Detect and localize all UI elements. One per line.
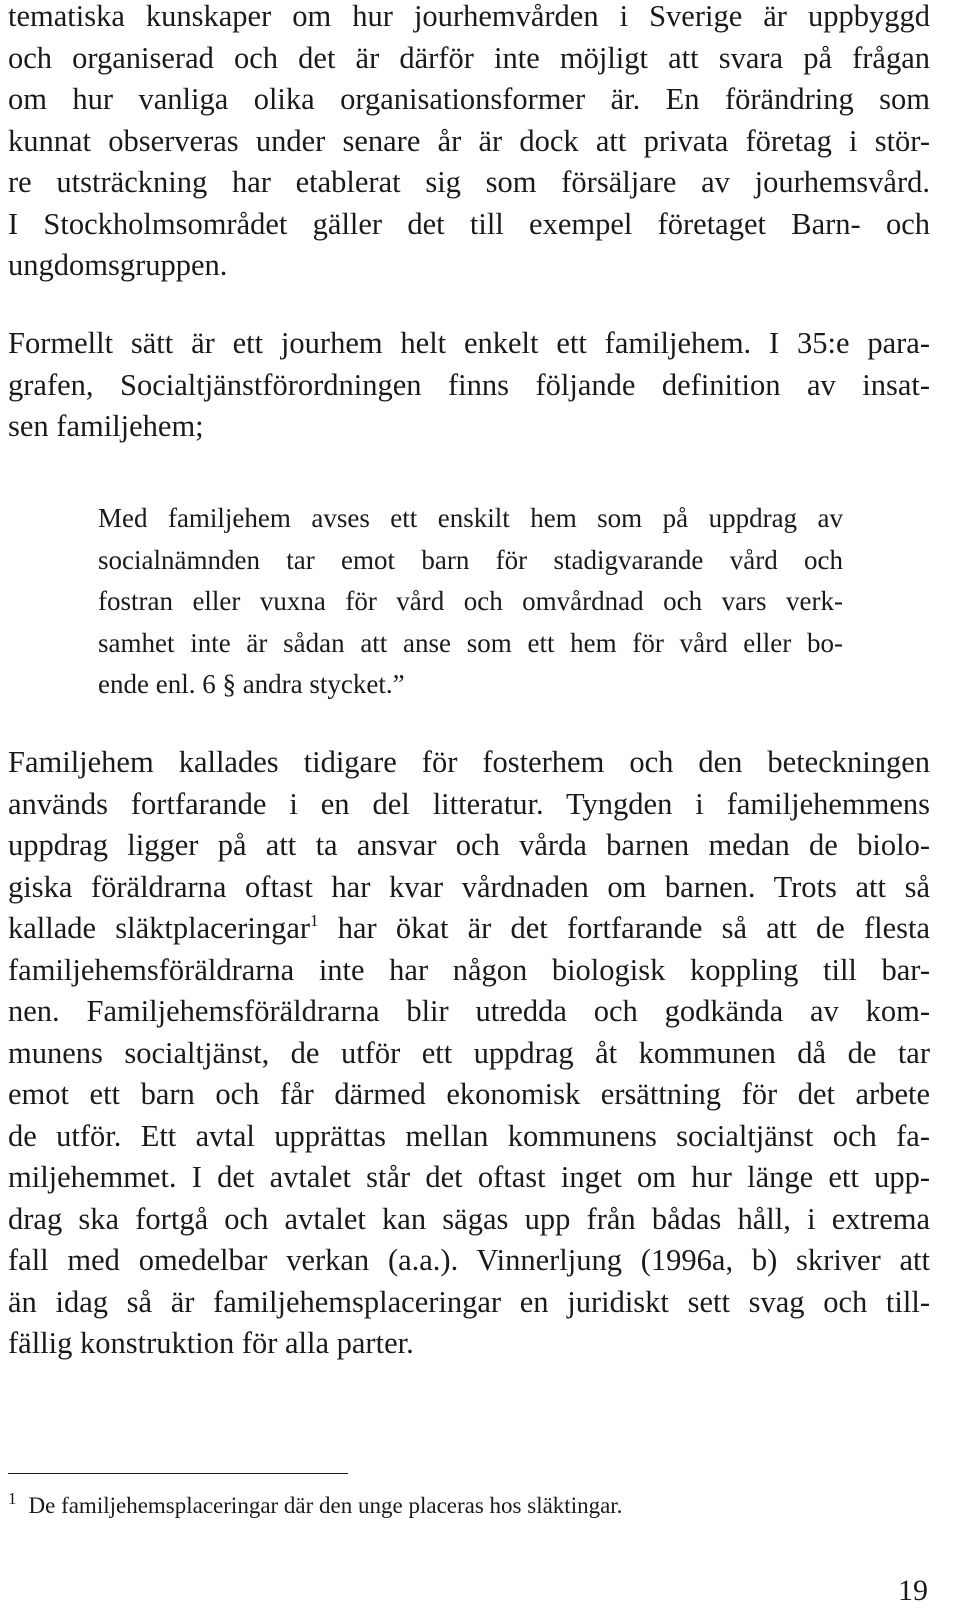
text-line: miljehemmet. I det avtalet står det oftast inget om hur länge ett upp- [8,1160,930,1194]
block-quote [98,498,843,706]
text-line: de utför. Ett avtal upprättas mellan kommunens socialtjänst och fa- [8,1118,930,1153]
footnote-divider [8,1473,348,1474]
paragraph-familjehem-description [8,742,930,1365]
text-line: används fortfarande i en del litteratur. Tyngden i familjehemmens [8,786,930,821]
text-line: och organiserad och det är därför inte möjligt att svara på frågan [8,40,930,75]
text-line: kunnat observeras under senare år är dock att privata företag i stör- [8,123,930,158]
text-line: munens socialtjänst, de utför ett uppdrag åt kommunen då de tar [8,1035,930,1070]
text-line: fall med omedelbar verkan (a.a.). Vinnerljung (1996a, b) skriver att [8,1243,930,1277]
text-segment: har ökat är det fortfarande så att de flesta [337,911,931,945]
text-line: emot ett barn och får därmed ekonomisk ersättning för det arbete [8,1077,930,1111]
text-line: än idag så är familjehemsplaceringar en juridiskt sett svag och till- [8,1284,930,1319]
text-line-with-footnote [8,908,930,950]
text-line: grafen, Socialtjänstförordningen finns följande definition av insat- [8,367,930,402]
text-line: sen familjehem; [8,409,204,443]
quote-line: samhet inte är sådan att anse som ett hem för vård eller bo- [98,627,843,658]
text-line: drag ska fortgå och avtalet kan sägas upp från bådas håll, i extrema [8,1201,930,1236]
footnote-reference[interactable]: 1 [310,911,319,930]
page-number: 19 [898,1574,928,1607]
text-segment: kallade släktplaceringar [8,911,311,945]
footnote-number: 1 [8,1489,17,1508]
text-line: fällig konstruktion för alla parter. [8,1326,414,1360]
text-line: uppdrag ligger på att ta ansvar och vårda barnen medan de biolo- [8,828,930,862]
text-line: I Stockholmsområdet gäller det till exempel företaget Barn- och [8,206,930,241]
text-line: familjehemsföräldrarna inte har någon biologisk koppling till bar- [8,952,930,987]
quote-line: fostran eller vuxna för vård och omvårdnad och vars verk- [98,586,843,616]
quote-line: socialnämnden tar emot barn för stadigvarande vård och [98,544,843,575]
quote-line: ende enl. 6 § andra stycket.” [98,669,405,699]
text-line: Formellt sätt är ett jourhem helt enkelt ett familjehem. I 35:e para- [8,326,930,360]
text-line: tematiska kunskaper om hur jourhemvården i Sverige är uppbyggd [8,0,930,33]
quote-line: Med familjehem avses ett enskilt hem som på uppdrag av [98,503,843,533]
paragraph-jourhem-organisation [8,0,930,287]
text-line: nen. Familjehemsföräldrarna blir utredda och godkända av kom- [8,994,930,1028]
footnote-text: De familjehemsplaceringar där den unge placeras hos släktingar. [28,1493,623,1518]
text-line: re utsträckning har etablerat sig som försäljare av jourhemsvård. [8,165,930,199]
footnote [8,1491,622,1521]
text-line: om hur vanliga olika organisationsformer är. En förändring som [8,82,930,116]
text-line: ungdomsgruppen. [8,248,228,282]
text-line: Familjehem kallades tidigare för fosterhem och den beteckningen [8,745,930,779]
paragraph-familjehem-definition-intro [8,323,930,448]
text-line: giska föräldrarna oftast har kvar vårdnaden om barnen. Trots att så [8,869,930,904]
